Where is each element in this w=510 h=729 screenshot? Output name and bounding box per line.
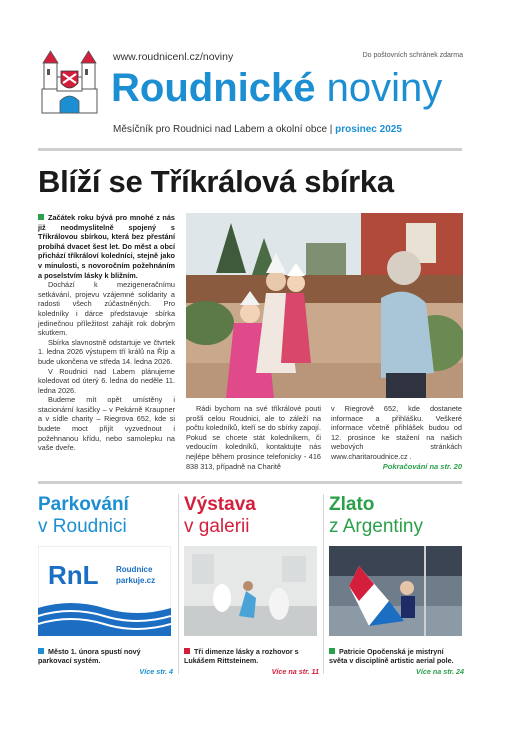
teaser-title-bold: Výstava [184,494,256,515]
svg-text:parkuje.cz: parkuje.cz [116,576,156,585]
column-divider [178,494,179,674]
green-square-icon [329,648,335,654]
main-headline: Blíží se Tříkrálová sbírka [38,164,394,199]
masthead-subtitle [113,124,402,135]
masthead-title [111,66,442,110]
red-square-icon [184,648,190,654]
gallery-photo [184,546,317,636]
teaser-caption: Město 1. února spustí nový parkovací systém. [38,647,141,666]
article-paragraph: v Riegrově 652, kde dostanete informace a přihlášku. Veškeré informace včetně přihlášek budou od 12. prosince ke stažení na našich webových stránkách www.charitaroudnice.cz . [331,404,462,461]
parking-logo-image [38,546,171,636]
teaser-more-link[interactable]: Více str. 4 [139,666,173,676]
tri-kralove-photo [186,213,463,398]
article-column-left [38,213,175,453]
article-paragraph: Rádi bychom na své tříkrálové pouti prošli celou Roudnici, ale to záleží na počtu koledníků, kteří se do sbírky zapojí. Pokud se chcete stát koledníkem, či vedoucím koledníků, kontaktujte nás nejlépe během prosince telefonicky - 416 838 313, případně na Charitě [186,404,321,471]
svg-text:Roudnice: Roudnice [116,565,153,574]
website-url[interactable]: www.roudnicenl.cz/noviny [113,51,234,63]
article-paragraph: Budeme mít opět umístěny i stacionární kasičky – v Pekárně Kraupner a v sídle charity – Riegrova 652, kde si budete moct přijít vyzvednout i požehnanou křídu, nebo samolepku na vaše dveře. [38,395,175,453]
article-lead: Začátek roku bývá pro mnohé z nás již neodmyslitelně spojený s Tříkrálovou sbírkou, která bez přestání probíhá dvacet šest let. Do měst a obcí přichází tříkráloví koledníci, stejně jako v minulosti, s novoročním požehnáním a poselstvím lásky k bližním. [38,213,175,280]
continue-link[interactable]: Pokračování na str. 20 [382,462,462,471]
teaser-caption: Patricie Opočenská je mistryní světa v disciplíně artistic aerial pole. [329,647,454,666]
teaser-title-bold: Zlato [329,494,375,515]
teaser-more-link[interactable]: Více na str. 24 [416,666,464,676]
teaser-caption: Tři dimenze lásky a rozhovor s Lukášem Rittsteinem. [184,647,299,666]
article-paragraph: Sbírka slavnostně odstartuje ve čtvrtek 1. ledna 2026 výstupem tří králů na Říp a bude ukončena ve středa 14. ledna 2026. [38,337,175,366]
athlete-photo [329,546,462,636]
teaser-parking[interactable] [38,494,173,676]
subtitle-text: Měsíčník pro Roudnici nad Labem a okolní obce | [113,124,336,135]
teaser-title-normal: v galerii [184,516,250,537]
article-column-mid [186,404,321,471]
masthead-title-bold: Roudnické [111,66,316,110]
middle-divider [38,481,462,484]
teaser-title-normal: z Argentiny [329,516,423,537]
issue-date: prosinec 2025 [335,124,402,135]
teaser-gold[interactable] [329,494,464,676]
town-coat-of-arms-icon [38,47,101,118]
masthead-title-normal: noviny [326,66,443,110]
column-divider [323,494,324,674]
green-square-icon [38,214,44,220]
article-paragraph: V Roudnici nad Labem plánujeme koledovat od úterý 6. ledna do neděle 11. ledna 2026. [38,366,175,395]
teaser-title-normal: v Roudnici [38,516,127,537]
article-paragraph: Dochází k mezigeneračnímu setkávání, projevu vzájemné solidarity a radosti všech zúčastněných. Pro koledníky i dárce představuje sbírka jedinečnou příležitost zahájit rok dobrým skutkem. [38,280,175,338]
top-divider [38,148,462,151]
article-column-right [331,404,462,462]
teaser-title-bold: Parkování [38,494,129,515]
free-distribution-note: Do poštovních schránek zdarma [362,52,463,59]
teaser-more-link[interactable]: Více na str. 11 [271,666,319,676]
teaser-exhibition[interactable] [184,494,319,676]
parking-logo-letters: RnL [48,560,99,590]
blue-square-icon [38,648,44,654]
